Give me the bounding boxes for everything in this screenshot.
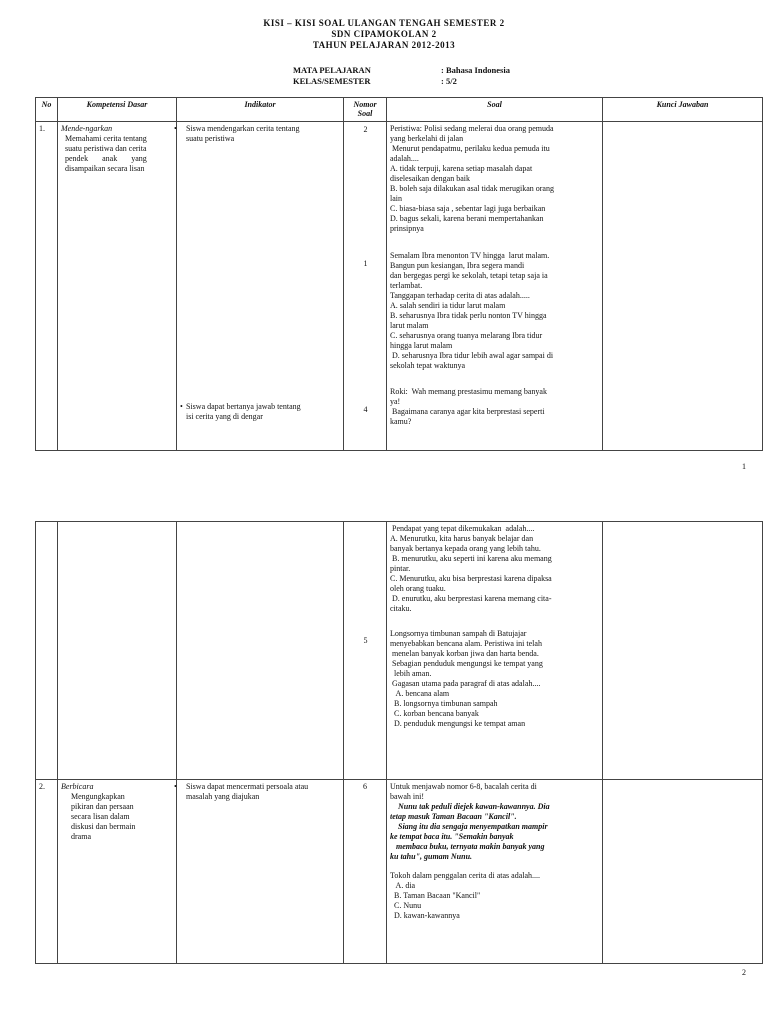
question-line: prinsipnya <box>390 224 424 233</box>
page-number: 2 <box>742 968 746 977</box>
question-line: C. korban bencana banyak <box>390 709 479 718</box>
question-line: menelan banyak korban jiwa dan harta benda. <box>390 649 539 658</box>
kd-line: secara lisan dalam <box>71 812 130 821</box>
question-line: lain <box>390 194 402 203</box>
question-line: Longsornya timbunan sampah di Batujajar <box>390 629 527 638</box>
question-line: citaku. <box>390 604 412 613</box>
question-line: oleh orang tuaku. <box>390 584 446 593</box>
story-line: tetap masuk Taman Bacaan "Kancil". <box>390 812 517 821</box>
question-5-text <box>390 629 599 729</box>
row-1-kunci-cell <box>603 122 763 451</box>
question-line: A. dia <box>390 881 416 890</box>
question-4-text <box>390 387 599 427</box>
header-soal: Soal <box>387 98 603 122</box>
kd-line: pikiran dan persaan <box>71 802 134 811</box>
question-line: Tokoh dalam penggalan cerita di atas adalah.... <box>390 871 541 880</box>
row-2-indikator-cell <box>177 780 344 964</box>
question-line: hingga larut malam <box>390 341 453 350</box>
row-1-kd-cell <box>58 122 177 451</box>
header-kompetensi: Kompetensi Dasar <box>58 98 177 122</box>
question-line: B. menurutku, aku seperti ini karena aku memang <box>390 554 552 563</box>
story-line: membaca buku, ternyata makin banyak yang <box>390 842 545 851</box>
indikator-1 <box>180 124 340 144</box>
indikator-line: suatu peristiwa <box>186 134 235 143</box>
question-line: A. bencana alam <box>390 689 450 698</box>
header-no: No <box>36 98 58 122</box>
question-line: Bagaimana caranya agar kita berprestasi seperti <box>390 407 545 416</box>
question-line: lebih aman. <box>390 669 432 678</box>
question-line: Roki: Wah memang prestasimu memang banyak <box>390 387 547 396</box>
question-line: kamu? <box>390 417 412 426</box>
header-nomor-soal <box>344 98 387 122</box>
kd-line: Memahami cerita tentang <box>65 134 147 143</box>
question-line: larut malam <box>390 321 429 330</box>
question-line: diselesaikan dengan baik <box>390 174 470 183</box>
question-line: menyebabkan bencana alam. Peristiwa ini telah <box>390 639 542 648</box>
cont-soal-cell <box>387 522 603 780</box>
question-line: A. Menurutku, kita harus banyak belajar dan <box>390 534 534 543</box>
row-1-indikator-cell <box>177 122 344 451</box>
row-number: 2. <box>39 782 45 791</box>
question-line: C. biasa-biasa saja , sebentar lagi juga berbaikan <box>390 204 546 213</box>
kd-line: disampaikan secara lisan <box>65 164 145 173</box>
question-2-text <box>390 124 599 234</box>
story-line: Nunu tak peduli diejek kawan-kawannya. Dia <box>390 802 550 811</box>
header-indikator: Indikator <box>177 98 344 122</box>
question-line: Menurut pendapatmu, perilaku kedua pemuda itu <box>390 144 550 153</box>
kd-title: Berbicara <box>61 782 94 791</box>
question-line: D. bagus sekali, karena berani mempertahankan <box>390 214 544 223</box>
indikator-line: masalah yang diajukan <box>186 792 260 801</box>
row-1-nomor-cell <box>344 122 387 451</box>
header-kunci: Kunci Jawaban <box>603 98 763 122</box>
school-year: TAHUN PELAJARAN 2012-2013 <box>312 40 456 50</box>
question-line: Peristiwa: Polisi sedang melerai dua orang pemuda <box>390 124 554 133</box>
kd-title: Mende-ngarkan <box>61 124 113 133</box>
indikator-line: • Siswa dapat mencermati persoala atau <box>186 782 340 792</box>
question-line: yang berkelahi di jalan <box>390 134 464 143</box>
cont-nomor-cell <box>344 522 387 780</box>
row-number: 1. <box>39 124 45 133</box>
question-line: A. tidak terpuji, karena setiap masalah dapat <box>390 164 533 173</box>
question-line: C. seharusnya orang tuanya melarang Ibra tidur <box>390 331 543 340</box>
header-nomor-line2: Soal <box>357 109 373 118</box>
row-2-kunci-cell <box>603 780 763 964</box>
question-line: terlambat. <box>390 281 423 290</box>
row-1-soal-cell <box>387 122 603 451</box>
question-line: D. enurutku, aku berprestasi karena memang cita- <box>390 594 552 603</box>
row-2-nomor-cell <box>344 780 387 964</box>
indikator-2 <box>186 402 301 422</box>
question-line: D. kawan-kawannya <box>390 911 460 920</box>
question-6-text <box>390 871 599 921</box>
class-value: : 5/2 <box>441 76 457 86</box>
question-line: D. penduduk mengungsi ke tempat aman <box>390 719 526 728</box>
indikator-line: • Siswa dapat bertanya jawab tentang <box>186 402 301 412</box>
question-line: Bangun pun kesiangan, Ibra segera mandi <box>390 261 525 270</box>
question-number: 1 <box>363 259 368 268</box>
question-4-continued <box>390 524 599 614</box>
subject-value: : Bahasa Indonesia <box>441 65 510 75</box>
question-number: 5 <box>363 636 368 645</box>
row-2-kd-cell <box>58 780 177 964</box>
question-line: D. seharusnya Ibra tidur lebih awal agar sampai di <box>390 351 554 360</box>
question-line: Untuk menjawab nomor 6-8, bacalah cerita di <box>390 782 537 791</box>
kd-line: diskusi dan bermain <box>71 822 136 831</box>
question-line: Gagasan utama pada paragraf di atas adalah.... <box>390 679 541 688</box>
page-number: 1 <box>742 462 746 471</box>
cont-kunci-cell <box>603 522 763 780</box>
kd-line: drama <box>71 832 91 841</box>
question-line: Semalam Ibra menonton TV hingga larut malam. <box>390 251 550 260</box>
indikator-line: • Siswa mendengarkan cerita tentang <box>186 124 340 134</box>
question-line: C. Nunu <box>390 901 422 910</box>
row-1-no-cell <box>36 122 58 451</box>
question-number: 4 <box>363 405 368 414</box>
school-name: SDN CIPAMOKOLAN 2 <box>331 29 437 39</box>
question-line: pintar. <box>390 564 411 573</box>
question-line: Sebagian penduduk mengungsi ke tempat yang <box>390 659 543 668</box>
subject-label: MATA PELAJARAN <box>293 65 371 75</box>
question-line: adalah.... <box>390 154 419 163</box>
indikator-3 <box>180 782 340 802</box>
question-number: 6 <box>363 782 367 791</box>
question-line: B. longsornya timbunan sampah <box>390 699 498 708</box>
cont-indikator-cell <box>177 522 344 780</box>
question-line: Pendapat yang tepat dikemukakan adalah.... <box>390 524 535 533</box>
question-line: sekolah tepat waktunya <box>390 361 466 370</box>
indikator-line: isi cerita yang di dengar <box>186 412 263 421</box>
question-6-story <box>390 802 599 862</box>
question-line: ya! <box>390 397 401 406</box>
question-line: dan bergegas pergi ke sekolah, tetapi tetap saja ia <box>390 271 548 280</box>
grid-table-page-1 <box>35 97 763 451</box>
question-6-intro <box>390 782 599 802</box>
kd-line: suatu peristiwa dan cerita <box>65 144 147 153</box>
story-line: Siang itu dia sengaja menyempatkan mampir <box>390 822 548 831</box>
class-label: KELAS/SEMESTER <box>293 76 371 86</box>
header-nomor-line1: Nomor <box>353 100 377 109</box>
kd-line: pendek anak yang <box>65 154 147 163</box>
question-number: 2 <box>363 125 368 134</box>
question-line: banyak bertanya kepada orang yang lebih tahu. <box>390 544 541 553</box>
cont-no-cell <box>36 522 58 780</box>
question-line: B. boleh saja dilakukan asal tidak merugikan orang <box>390 184 554 193</box>
question-line: B. seharusnya Ibra tidak perlu nonton TV hingga <box>390 311 547 320</box>
grid-table-page-2 <box>35 521 763 964</box>
question-line: C. Menurutku, aku bisa berprestasi karena dipaksa <box>390 574 552 583</box>
document-title: KISI – KISI SOAL ULANGAN TENGAH SEMESTER 2 <box>263 18 505 28</box>
question-line: Tanggapan terhadap cerita di atas adalah..... <box>390 291 530 300</box>
row-2-soal-cell <box>387 780 603 964</box>
story-line: ke tempat baca itu. "Semakin banyak <box>390 832 514 841</box>
question-line: bawah ini! <box>390 792 424 801</box>
cont-kd-cell <box>58 522 177 780</box>
question-1-text <box>390 251 599 371</box>
question-line: B. Taman Bacaan "Kancil" <box>390 891 481 900</box>
row-2-no-cell <box>36 780 58 964</box>
kd-line: Mengungkapkan <box>71 792 125 801</box>
question-line: A. salah sendiri ia tidur larut malam <box>390 301 506 310</box>
story-line: ku tahu", gumam Nunu. <box>390 852 473 861</box>
